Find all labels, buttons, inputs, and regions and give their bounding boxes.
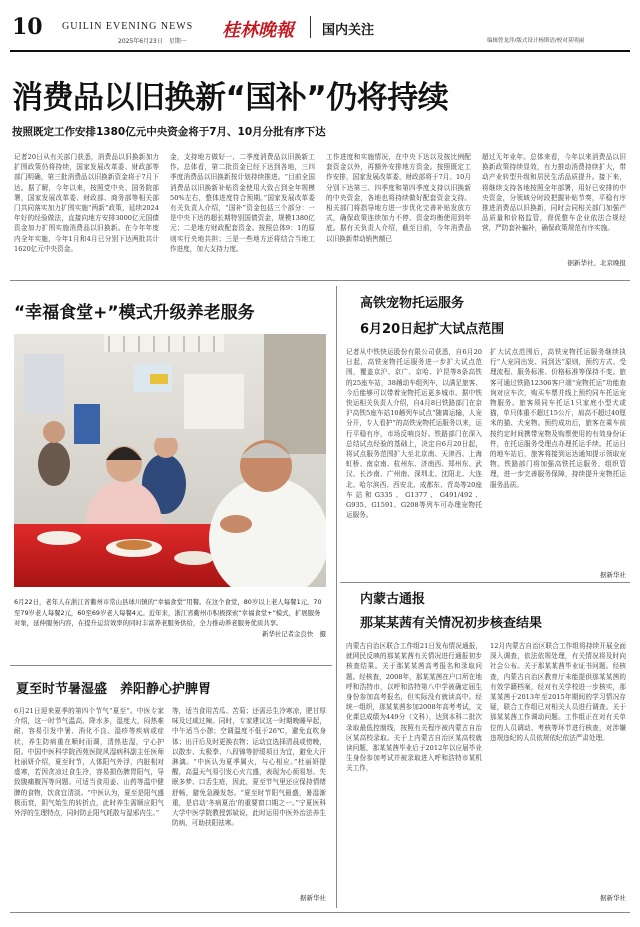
header-rule <box>10 50 630 52</box>
article2-headline: “幸福食堂+”模式升级养老服务 <box>14 303 255 323</box>
article3-headline-line1: 高铁宠物托运服务 <box>360 296 465 311</box>
page-bottom-rule <box>10 912 630 913</box>
newspaper-logo: 桂林晚報 <box>222 20 294 41</box>
article5-headline-line2: 那某某茜有关情况初步核查结果 <box>360 616 543 631</box>
article3-column-2: 扩大试点范围后，高铁宠物托运服务继续执行“人宠同出发、同到达”原则，预约方式、受理流程、服务标准、价格标准等保持不变。旅客可通过铁路12306客户端“宠物托运”功能查询对应车次，购买车票并线上预约同车托运宠物服务。旅客须同车托运1只家庭小型犬或猫，单只体重不超过15公斤，肩高不超过40厘米的猫、犬宠物。预约成功后，旅客在乘车前按约定时间携带宠物及购票使用的有效身份证件，在托运服务受理点办理托运手续。托运日的地车站后，旅客将接到运达通知提示领取宠物。铁路部门将加强高铁托运服务，组织管理，进一步完善服务保障，持续提升宠物托运服务品质。 <box>490 348 626 489</box>
article3-bottom-rule <box>340 582 630 583</box>
article4-column-1: 6月21日迎来夏季的第四个节气“夏至”。中医专家介绍，这一时节气温高、降水多，湿度大，闷热难耐，容易引发中暑、消化不良、湿疹等疾病或症状，养生防病重在顺时而调，清热祛湿，宁心护阳。中国中医科学院西苑医院风湿病科副主任医师杜丽妍介绍，夏至时节，人体阳气外浮，内脏相对虚寒，若因贪凉过食生冷，容易损伤脾胃阳气，导致腹痛腹泻等问题。可适当食用姜、山药等温中健脾的食物，饮食宜清淡。“中医认为，夏至是阳气盛极而衰，阴气始生的转折点，此时养生需顺应阳气外浮的生理特点，同时防止阳气耗散与湿邪内生。” <box>14 707 164 818</box>
article3-column-1: 记者从中铁快运股份有限公司获悉，自6月20日起，高铁宠物托运服务进一步扩大试点范围，覆盖京沪、京广、京哈、沪昆等8条高铁的25座车站，38趟动车组列车，以满足旅客、今后能够可以带着宠物托运更多城市。据中铁快运相关负责人介绍，自4月8日铁路部门在京沪高铁5座车站10趟列车试点“随离运输，人宠分开，专人看护”的高铁宠物托运服务以来，运行平稳有序，市场反响良好。铁路部门在深入总结试点经验的基础上，决定自6月20日起，将试点服务范围扩大至北京南、天津西、上海虹桥、南京南、杭州东、济南西、郑州东、武汉、长沙南、广州南、深圳北、沈阳北、大连北、哈尔滨西、西安北、成都东、青岛等20座车站和G335、G1377、G491/492、G935、G1591、G208等列车可办理宠物托运服务。 <box>346 348 482 520</box>
article1-column-4: 超过无年业年。总体来看，今年以来消费品以旧换新政策持续显效，有力推动消费持续扩大，带动产业转型升级和居民生活品质提升。接下来，将继续支持各地按照全年部署，用好已安排的中央资金，分领域分时段把握补贴节奏，平稳有序推进消费品以旧换新，同时会同相关部门加强产品质量和价格监管，督促整车企业依法合规经营，严防套补骗补，确保政策规范有序实施。 <box>482 153 626 233</box>
article4-column-2: 等，适当食用苦瓜、苦菊；还需忌生冷寒凉，肥甘厚味及过咸过辣。同时，专家建议这一时期晚睡早起，中午适当小憩；空调温度不低于26℃，避免直吹身体；出汗后及时更换衣物；运动宜选择清晨或傍晚，以散步、太极拳、八段锦等舒缓项目为宜，避免大汗淋漓。“中医认为夏季属火，与心相应。”杜丽妍提醒，高温天气易引发心火亢盛，表现为心烦易怒、失眠多梦、口舌生疮，因此，夏至节气里还应保持情绪舒畅，避免急躁发怒。“夏至时节阳气最盛，暑湿渐重，是启动‘冬病夏治’的重要窗口期之一。”宁夏医科大学中医学院教授郭斌说，此时运用中医外治法养生防病，可助扶阳祛寒。 <box>172 707 326 828</box>
lead-subheadline: 按照既定工作安排1380亿元中央资金将于7月、10月分批有序下达 <box>12 126 326 138</box>
page-number: 10 <box>12 14 43 40</box>
article5-column-2: 12月内蒙古自治区联合工作组将持续开展全面深入调查，依法依规处理，有关情况将及时向社会公布。关于那某某茜毕业证书问题。经核查，内蒙古自治区教育厅未能提供那某某茜的有效学籍档案，经对有关学校进一步核实，那某某茜于2013年至2015年期间的学习情况存疑，联合工作组已对相关人员进行调查。关于那某某茜工作调动问题。工作组正在对有关单位的人员调动、考核等环节进行核查，对涉嫌违规违纪的人员依规依纪依法严肃处理。 <box>490 642 626 742</box>
elderly-dining-photo <box>14 334 326 587</box>
section-title: 国内关注 <box>322 23 375 38</box>
article4-top-rule <box>10 665 332 666</box>
photo-credit: 新华社记者金良快 摄 <box>262 629 326 638</box>
article3-headline-line2: 6月20日起扩大试点范围 <box>360 322 505 337</box>
photo-illustration <box>14 334 326 587</box>
brand-name-en: GUILIN EVENING NEWS <box>62 21 194 32</box>
header-separator <box>310 16 311 38</box>
article1-byline: 据新华社、北京晚报 <box>567 259 626 267</box>
column-divider <box>336 286 337 908</box>
article4-headline: 夏至时节暑湿盛 养阳静心护脾胃 <box>16 682 212 697</box>
article5-column-1: 内蒙古自治区联合工作组21日发布情况通报，就网民反映的那某某茜有关情况进行通报初步核查结果。关于那某某茜高考报名和录取问题。经核查，2008年，那某某茜在户口所在地呼和浩特市，以呼和浩特第八中学被确定届生身份参加高考报名，但实际没有就读高中。经统一组织，那某某茜参加2008年高考考试，文化课总成绩为449分（文科），达到本科二批次录取最低控制线，按照有关程序被内蒙古自治区某高校录取。关于上内蒙古自治区某高校就读问题，那某某茜毕业后于2012年以应届毕业生身份参加考试并被录取进入呼和浩特市某机关工作， <box>346 642 482 773</box>
article3-byline: 据新华社 <box>600 571 626 579</box>
article5-byline: 据新华社 <box>600 894 626 902</box>
issue-date: 2025年6月23日 星期一 <box>118 38 187 45</box>
article1-column-1: 记者20日从有关部门获悉，消费品以旧换新加力扩围政策仍将持续，国家发展改革委、财政部等部门明确，第三批消费品以旧换新资金将于7月下达。据了解，今年以来，按照党中央、国务院部署，国家发展改革委、财政部、商务部等相关部门共同落实加力扩围实施“两新”政策，延续2024年好的经验做法，直接向地方安排3000亿元国债资金加力扩围实施消费品以旧换新。在今年年度内全年实施，今年1月和4月已分别下达两批共计1620亿元中央资金。 <box>14 153 159 253</box>
article1-column-3: 工作进度和实施情况，在中央下达以及按比例配套资金以外，再额外安排地方资金。按照既定工作安排，国家发展改革委、财政部将于7月、10月分别下达第三、四季度和第四季度支持以旧换新的中央资金，各地也将持续做好配套资金支持。相关部门将指导地方进一步优化完善补贴发放方式，确保政策连续加力不停、资金均衡使用到年底。据有关负责人介绍，截至目前，今年消费品以旧换新带动销售额已 <box>326 153 471 243</box>
caption-text: 6月22日，老年人在浙江省衢州市常山县球川镇的“幸福食堂”用餐。在这个食堂，80岁以上老人每餐1元，70至79岁老人每餐2元，60至69岁老人每餐4元。近年来，浙江省衢州市积极探索“幸福食堂+”模式，扩展服务对象，延伸服务内容，在提升运营效率的同时丰富养老服务供给，全力推动养老服务优质共享。 <box>14 598 322 627</box>
article5-headline-line1: 内蒙古通报 <box>360 592 426 607</box>
article1-column-2: 金，支持地方做好一、二季度消费品以旧换新工作。总体看，第二批资金已经下达到各地，三四季度消费品以旧换新按计划持续推进。“目前全国消费品以旧换新补贴资金使用大致占到全年规模50%左右，整体进度符合预期。”国家发展改革委有关负责人介绍，“国补”资金包括三个部分：一是中央下达的超长期特别国债资金，规模1380亿元；二是地方财政配套资金。按照总体9：1的原则实行央地共担；三是一些地方还将结合当地工作进度，加大支持力度。 <box>170 153 315 253</box>
section-divider <box>10 280 630 281</box>
editor-credits: 编辑曾龙萍/版式设计杨斯语/校对莫明丽 <box>487 38 585 44</box>
lead-headline: 消费品以旧换新“国补”仍将持续 <box>12 80 449 116</box>
photo-caption <box>14 597 326 639</box>
article4-byline: 据新华社 <box>300 894 326 902</box>
